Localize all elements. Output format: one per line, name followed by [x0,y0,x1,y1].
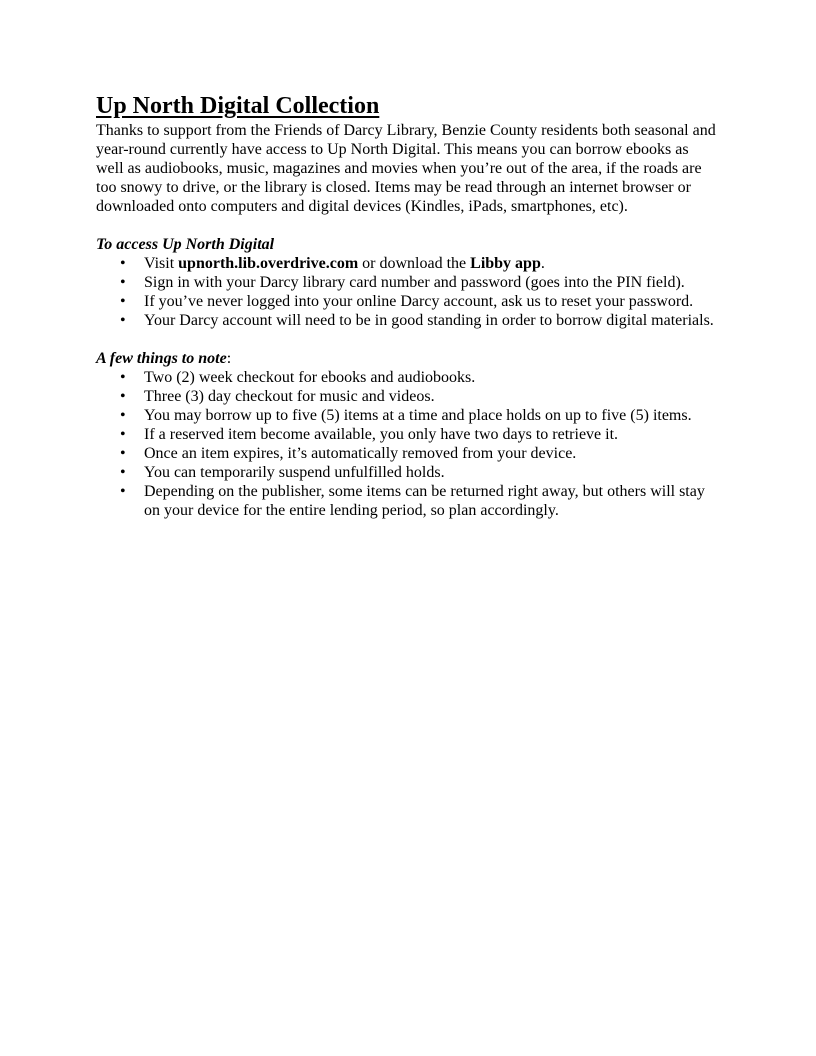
list-item-text: or download the [358,255,471,272]
list-item: • You may borrow up to five (5) items at a time and place holds on up to five (5) items. [96,406,720,425]
notes-section-heading [96,349,720,368]
access-list [96,254,720,330]
notes-list [96,368,720,520]
list-item: • Once an item expires, it’s automatically removed from your device. [96,444,720,463]
list-item: • Two (2) week checkout for ebooks and audiobooks. [96,368,720,387]
overdrive-url-text: upnorth.lib.overdrive.com [178,255,359,272]
access-section-heading-text: To access Up North Digital [96,236,275,253]
notes-section-heading-text: A few things to note [96,350,227,367]
list-item: • Sign in with your Darcy library card number and password (goes into the PIN field). [96,273,720,292]
notes-section-heading-colon: : [226,350,232,367]
list-item [96,254,720,273]
list-item-text: . [540,255,545,272]
list-item: • If you’ve never logged into your online Darcy account, ask us to reset your password. [96,292,720,311]
page-title: Up North Digital Collection [96,93,380,119]
intro-paragraph: Thanks to support from the Friends of Darcy Library, Benzie County residents both seasonal and year-round currently have access to Up North Digital. This means you can borrow ebooks as well as audiobooks, music, magazines and movies when you’re out of the area, if the roads are too snowy to drive, or the library is closed. Items may be read through an internet browser or downloaded onto computers and digital devices (Kindles, iPads, smartphones, etc). [96,122,716,215]
list-item: • If a reserved item become available, you only have two days to retrieve it. [96,425,720,444]
access-section-heading [96,235,720,254]
list-item-text: Visit [144,255,179,272]
list-item: • Depending on the publisher, some items can be returned right away, but others will stay on your device for the entire lending period, so plan accordingly. [96,482,720,520]
list-item: • You can temporarily suspend unfulfilled holds. [96,463,720,482]
libby-app-text: Libby app [470,255,541,272]
list-item: • Three (3) day checkout for music and videos. [96,387,720,406]
list-item: • Your Darcy account will need to be in good standing in order to borrow digital materials. [96,311,720,330]
